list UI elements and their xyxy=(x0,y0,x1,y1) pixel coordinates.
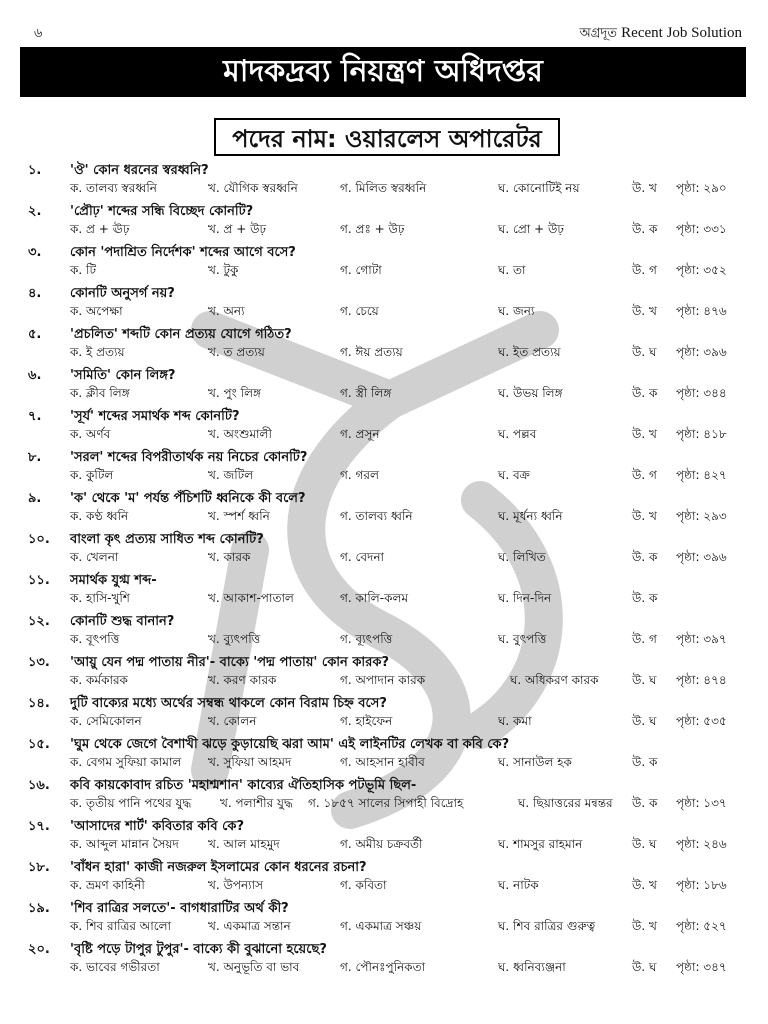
option-2: খ. টুকু xyxy=(208,263,239,277)
answer-label: উ. ক xyxy=(632,386,658,400)
option-3: গ. একমাত্র সঞ্চয় xyxy=(340,919,422,933)
question-text: 'ঔ' কোন ধরনের স্বরধ্বনি? xyxy=(70,163,209,178)
option-row xyxy=(70,385,760,403)
option-2: খ. করণ কারক xyxy=(208,673,277,687)
question-text: 'ক' থেকে 'ম' পর্যন্ত পঁচিশটি ধ্বনিকে কী বলে? xyxy=(70,491,306,506)
question-number: ৫. xyxy=(28,327,42,342)
question-heading xyxy=(28,612,174,630)
option-row xyxy=(70,713,760,731)
option-3: গ. অপাদান কারক xyxy=(340,673,426,687)
option-3: গ. কবিতা xyxy=(340,878,387,892)
question-number: ১৯. xyxy=(28,901,50,916)
option-1: ক. ভাবের গভীরতা xyxy=(70,960,160,974)
page-reference: পৃষ্ঠা: ১৮৬ xyxy=(676,878,727,892)
option-4: ঘ. প্রো + উঢ় xyxy=(498,222,564,236)
question-number: ১৪. xyxy=(28,696,50,711)
question-text: 'বাঁধন হারা' কাজী নজরুল ইসলামের কোন ধরনের রচনা? xyxy=(70,860,367,875)
question-text: কোনটি শুদ্ধ বানান? xyxy=(70,614,175,629)
page-number: ৬ xyxy=(34,26,43,41)
question-text: 'আসাদের শার্ট' কবিতার কবি কে? xyxy=(70,819,245,834)
option-1: ক. খেলনা xyxy=(70,550,119,564)
option-2: খ. ব্যুৎপত্তি xyxy=(208,632,261,646)
page-reference: পৃষ্ঠা: ২৯৩ xyxy=(676,509,727,523)
answer-label: উ. ক xyxy=(632,755,658,769)
option-1: ক. কুটিল xyxy=(70,468,114,482)
option-2: খ. অন্য xyxy=(208,304,245,318)
question-text: সমার্থক যুগ্ম শব্দ- xyxy=(70,573,157,588)
option-4: ঘ. ছিয়াত্তরের মন্বন্তর xyxy=(518,796,613,810)
question-item xyxy=(28,568,758,609)
option-row xyxy=(70,508,760,526)
question-number: ২. xyxy=(28,204,42,219)
page-reference: পৃষ্ঠা: ৩৫২ xyxy=(676,263,727,277)
question-item xyxy=(28,855,758,896)
question-number: ১৮. xyxy=(28,860,50,875)
option-4: ঘ. ইত প্রত্যয় xyxy=(498,345,561,359)
option-4: ঘ. উভয় লিঙ্গ xyxy=(498,386,563,400)
question-text: কবি কায়কোবাদ রচিত 'মহাশ্মশান' কাব্যের ঐতিহাসিক পটভূমি ছিল- xyxy=(70,778,417,793)
question-number: ১০. xyxy=(28,532,50,547)
page-reference: পৃষ্ঠা: ২৪৬ xyxy=(676,837,727,851)
answer-label: উ. খ xyxy=(632,509,657,523)
option-1: ক. অর্ণব xyxy=(70,427,111,441)
question-item xyxy=(28,281,758,322)
page-reference: পৃষ্ঠা: ৩৩১ xyxy=(676,222,727,236)
option-row xyxy=(70,426,760,444)
option-4: ঘ. নাটক xyxy=(498,878,539,892)
page-reference: পৃষ্ঠা: ৪৭৪ xyxy=(676,673,727,687)
option-1: ক. টি xyxy=(70,263,96,277)
question-heading xyxy=(28,899,289,917)
answer-label: উ. ক xyxy=(632,222,658,236)
option-2: খ. অনুভূতি বা ভাব xyxy=(208,960,300,974)
option-4: ঘ. শামসুর রাহমান xyxy=(498,837,583,851)
option-2: খ. সুফিয়া আহমদ xyxy=(208,755,292,769)
question-item xyxy=(28,158,758,199)
question-heading xyxy=(28,858,367,876)
option-4: ঘ. তা xyxy=(498,263,526,277)
question-item xyxy=(28,896,758,937)
option-3: গ. বেদনা xyxy=(340,550,384,564)
question-item xyxy=(28,691,758,732)
option-4: ঘ. জন্য xyxy=(498,304,535,318)
option-2: খ. পুং লিঙ্গ xyxy=(208,386,261,400)
question-text: 'সরল' শব্দের বিপরীতার্থক নয় নিচের কোনটি? xyxy=(70,450,308,465)
option-2: খ. স্পর্শ ধ্বনি xyxy=(208,509,270,523)
question-heading xyxy=(28,407,240,425)
question-number: ৩. xyxy=(28,245,42,260)
question-text: 'শিব রাত্রির সলতে'- বাগধারাটির অর্থ কী? xyxy=(70,901,289,916)
answer-label: উ. ক xyxy=(632,796,658,810)
option-3: গ. ঈয় প্রত্যয় xyxy=(340,345,403,359)
page-reference: পৃষ্ঠা: ৩৪৭ xyxy=(676,960,727,974)
page-reference: পৃষ্ঠা: ৫২৭ xyxy=(676,919,727,933)
question-heading xyxy=(28,694,387,712)
page-reference: পৃষ্ঠা: ৫৩৫ xyxy=(676,714,727,728)
question-number: ১৭. xyxy=(28,819,50,834)
option-1: ক. ক্লীব লিঙ্গ xyxy=(70,386,130,400)
option-3: গ. ১৮৫৭ সালের সিপাহী বিদ্রোহ xyxy=(308,796,464,810)
question-number: ৬. xyxy=(28,368,42,383)
option-1: ক. ভ্রমণ কাহিনী xyxy=(70,878,145,892)
question-item xyxy=(28,609,758,650)
question-item xyxy=(28,199,758,240)
option-row xyxy=(70,549,760,567)
option-1: ক. সেমিকোলন xyxy=(70,714,142,728)
option-row xyxy=(70,959,760,977)
option-4: ঘ. পল্লব xyxy=(498,427,537,441)
option-1: ক. হাসি-খুশি xyxy=(70,591,130,605)
option-1: ক. তৃতীয় পানি পথের যুদ্ধ xyxy=(70,796,192,810)
answer-label: উ. ক xyxy=(632,591,658,605)
question-heading xyxy=(28,817,244,835)
option-1: ক. শিব রাত্রির আলো xyxy=(70,919,172,933)
question-text: দুটি বাক্যের মধ্যে অর্থের সম্বন্ধ থাকলে কোন বিরাম চিহ্ন বসে? xyxy=(70,696,387,711)
option-4: ঘ. সানাউল হক xyxy=(498,755,572,769)
question-number: ৮. xyxy=(28,450,42,465)
option-2: খ. আল মাহমুদ xyxy=(208,837,280,851)
question-heading xyxy=(28,489,306,507)
option-3: গ. পৌনঃপুনিকতা xyxy=(340,960,426,974)
option-3: গ. মিলিত স্বরধ্বনি xyxy=(340,181,427,195)
question-text: 'বৃষ্টি পড়ে টাপুর টুপুর'- বাক্যে কী বুঝানো হয়েছে? xyxy=(70,942,327,957)
option-1: ক. কণ্ঠ ধ্বনি xyxy=(70,509,129,523)
question-item xyxy=(28,527,758,568)
question-list xyxy=(28,158,758,978)
option-2: খ. প্র + উঢ় xyxy=(208,222,267,236)
question-heading xyxy=(28,243,296,261)
option-row xyxy=(70,303,760,321)
option-1: ক. আব্দুল মান্নান সৈয়দ xyxy=(70,837,179,851)
question-heading xyxy=(28,366,175,384)
question-heading xyxy=(28,161,209,179)
page-reference: পৃষ্ঠা: ২৯০ xyxy=(676,181,727,195)
question-number: ১২. xyxy=(28,614,50,629)
page-title: মাদকদ্রব্য নিয়ন্ত্রণ অধিদপ্তর xyxy=(20,47,746,97)
option-row xyxy=(70,672,760,690)
option-3: গ. স্ত্রী লিঙ্গ xyxy=(340,386,392,400)
option-4: ঘ. শিব রাত্রির গুরুত্ব xyxy=(498,919,596,933)
question-item xyxy=(28,814,758,855)
option-3: গ. ব্যূৎপত্তি xyxy=(340,632,393,646)
option-row xyxy=(70,795,760,813)
option-4: ঘ. মূর্ধন্য ধ্বনি xyxy=(498,509,563,523)
option-3: গ. চেয়ে xyxy=(340,304,379,318)
option-row xyxy=(70,590,760,608)
option-1: ক. তালব্য স্বরধ্বনি xyxy=(70,181,157,195)
question-text: 'প্রৌঢ়' শব্দের সন্ধি বিচ্ছেদ কোনটি? xyxy=(70,204,254,219)
answer-label: উ. খ xyxy=(632,181,657,195)
option-3: গ. প্রসূন xyxy=(340,427,380,441)
question-item xyxy=(28,773,758,814)
question-item xyxy=(28,732,758,773)
answer-label: উ. ঘ xyxy=(632,837,657,851)
page-reference: পৃষ্ঠা: ৩৯৭ xyxy=(676,632,727,646)
option-3: গ. কালি-কলম xyxy=(340,591,409,605)
question-item xyxy=(28,363,758,404)
answer-label: উ. ঘ xyxy=(632,714,657,728)
option-3: গ. গরল xyxy=(340,468,379,482)
question-heading xyxy=(28,202,253,220)
page-reference: পৃষ্ঠা: ৩৯৬ xyxy=(676,550,727,564)
answer-label: উ. গ xyxy=(632,263,657,277)
question-heading xyxy=(28,776,416,794)
option-2: খ. পলাশীর যুদ্ধ xyxy=(220,796,293,810)
option-4: ঘ. দিন-দিন xyxy=(498,591,552,605)
option-2: খ. উপন্যাস xyxy=(208,878,264,892)
option-4: ঘ. কোনোটিই নয় xyxy=(498,181,580,195)
option-2: খ. আকাশ-পাতাল xyxy=(208,591,294,605)
option-row xyxy=(70,836,760,854)
answer-label: উ. খ xyxy=(632,304,657,318)
page-reference: পৃষ্ঠা: ৪১৮ xyxy=(676,427,727,441)
option-2: খ. যৌগিক স্বরধ্বনি xyxy=(208,181,298,195)
question-heading xyxy=(28,735,509,753)
question-heading xyxy=(28,530,264,548)
option-row xyxy=(70,467,760,485)
option-1: ক. ই প্রত্যয় xyxy=(70,345,125,359)
page-reference: পৃষ্ঠা: ৩৪৪ xyxy=(676,386,727,400)
question-text: কোন 'পদাশ্রিত নির্দেশক' শব্দের আগে বসে? xyxy=(70,245,296,260)
option-3: গ. আহসান হাবীব xyxy=(340,755,425,769)
question-text: 'ঘুম থেকে জেগে বৈশাখী ঝড়ে কুড়ায়েছি ঝরা আম' এই লাইনটির লেখক বা কবি কে? xyxy=(70,737,510,752)
option-1: ক. বূৎপত্তি xyxy=(70,632,120,646)
answer-label: উ. ঘ xyxy=(632,345,657,359)
question-heading xyxy=(28,940,327,958)
question-number: ১১. xyxy=(28,573,50,588)
option-4: ঘ. অধিকরণ কারক xyxy=(510,673,599,687)
option-4: ঘ. বুৎপত্তি xyxy=(498,632,547,646)
brand-en: Recent Job Solution xyxy=(621,25,742,41)
option-3: গ. গোটা xyxy=(340,263,382,277)
option-4: ঘ. লিখিত xyxy=(498,550,546,564)
brand-header xyxy=(579,24,742,45)
option-3: গ. তালব্য ধ্বনি xyxy=(340,509,413,523)
option-3: গ. হাইফেন xyxy=(340,714,393,728)
answer-label: উ. খ xyxy=(632,878,657,892)
question-heading xyxy=(28,284,175,302)
question-number: ১৩. xyxy=(28,655,50,670)
question-item xyxy=(28,937,758,978)
option-row xyxy=(70,918,760,936)
page-reference: পৃষ্ঠা: ১৩৭ xyxy=(676,796,727,810)
answer-label: উ. গ xyxy=(632,468,657,482)
option-1: ক. কর্মকারক xyxy=(70,673,128,687)
page-reference: পৃষ্ঠা: ৪২৭ xyxy=(676,468,727,482)
answer-label: উ. ঘ xyxy=(632,960,657,974)
option-2: খ. কারক xyxy=(208,550,251,564)
question-text: 'আয়ু যেন পদ্ম পাতায় নীর'- বাক্যে 'পদ্ম পাতায়' কোন কারক? xyxy=(70,655,389,670)
question-item xyxy=(28,404,758,445)
option-2: খ. অংশুমালী xyxy=(208,427,272,441)
option-4: ঘ. ধ্বনিব্যঞ্জনা xyxy=(498,960,566,974)
question-heading xyxy=(28,325,292,343)
post-name-box: পদের নাম: ওয়ারলেস অপারেটর xyxy=(214,118,560,156)
question-text: কোনটি অনুসর্গ নয়? xyxy=(70,286,175,301)
option-row xyxy=(70,221,760,239)
option-row xyxy=(70,262,760,280)
option-1: ক. বেগম সুফিয়া কামাল xyxy=(70,755,182,769)
option-2: খ. ত প্রত্যয় xyxy=(208,345,265,359)
option-3: গ. প্রঃ + উঢ় xyxy=(340,222,405,236)
question-item xyxy=(28,445,758,486)
option-2: খ. জটিল xyxy=(208,468,254,482)
option-1: ক. প্র + ঊঢ় xyxy=(70,222,130,236)
page-reference: পৃষ্ঠা: ৩৯৬ xyxy=(676,345,727,359)
option-2: খ. কোলন xyxy=(208,714,257,728)
answer-label: উ. ক xyxy=(632,550,658,564)
option-3: গ. অমীয় চক্রবর্তী xyxy=(340,837,423,851)
question-item xyxy=(28,322,758,363)
option-1: ক. অপেক্ষা xyxy=(70,304,123,318)
page-reference: পৃষ্ঠা: ৪৭৬ xyxy=(676,304,727,318)
question-number: ১৫. xyxy=(28,737,50,752)
question-number: ৯. xyxy=(28,491,42,506)
answer-label: উ. গ xyxy=(632,632,657,646)
question-text: বাংলা কৃৎ প্রত্যয় সাধিত শব্দ কোনটি? xyxy=(70,532,264,547)
option-row xyxy=(70,877,760,895)
option-row xyxy=(70,180,760,198)
question-text: 'প্রচলিত' শব্দটি কোন প্রত্যয় যোগে গঠিত? xyxy=(70,327,292,342)
question-item xyxy=(28,650,758,691)
question-number: ২০. xyxy=(28,942,50,957)
question-number: ১. xyxy=(28,163,42,178)
brand-bn: অগ্রদূত xyxy=(579,26,618,41)
answer-label: উ. ঘ xyxy=(632,673,657,687)
question-number: ৪. xyxy=(28,286,42,301)
question-number: ১৬. xyxy=(28,778,50,793)
answer-label: উ. খ xyxy=(632,919,657,933)
question-number: ৭. xyxy=(28,409,42,424)
question-heading xyxy=(28,653,389,671)
question-item xyxy=(28,486,758,527)
question-heading xyxy=(28,571,157,589)
question-item xyxy=(28,240,758,281)
option-2: খ. একমাত্র সন্তান xyxy=(208,919,291,933)
option-4: ঘ. কমা xyxy=(498,714,532,728)
question-text: 'সূর্য' শব্দের সমার্থক শব্দ কোনটি? xyxy=(70,409,240,424)
option-row xyxy=(70,754,760,772)
option-4: ঘ. বক্র xyxy=(498,468,530,482)
option-row xyxy=(70,631,760,649)
question-text: 'সমিতি' কোন লিঙ্গ? xyxy=(70,368,176,383)
answer-label: উ. খ xyxy=(632,427,657,441)
option-row xyxy=(70,344,760,362)
question-heading xyxy=(28,448,307,466)
